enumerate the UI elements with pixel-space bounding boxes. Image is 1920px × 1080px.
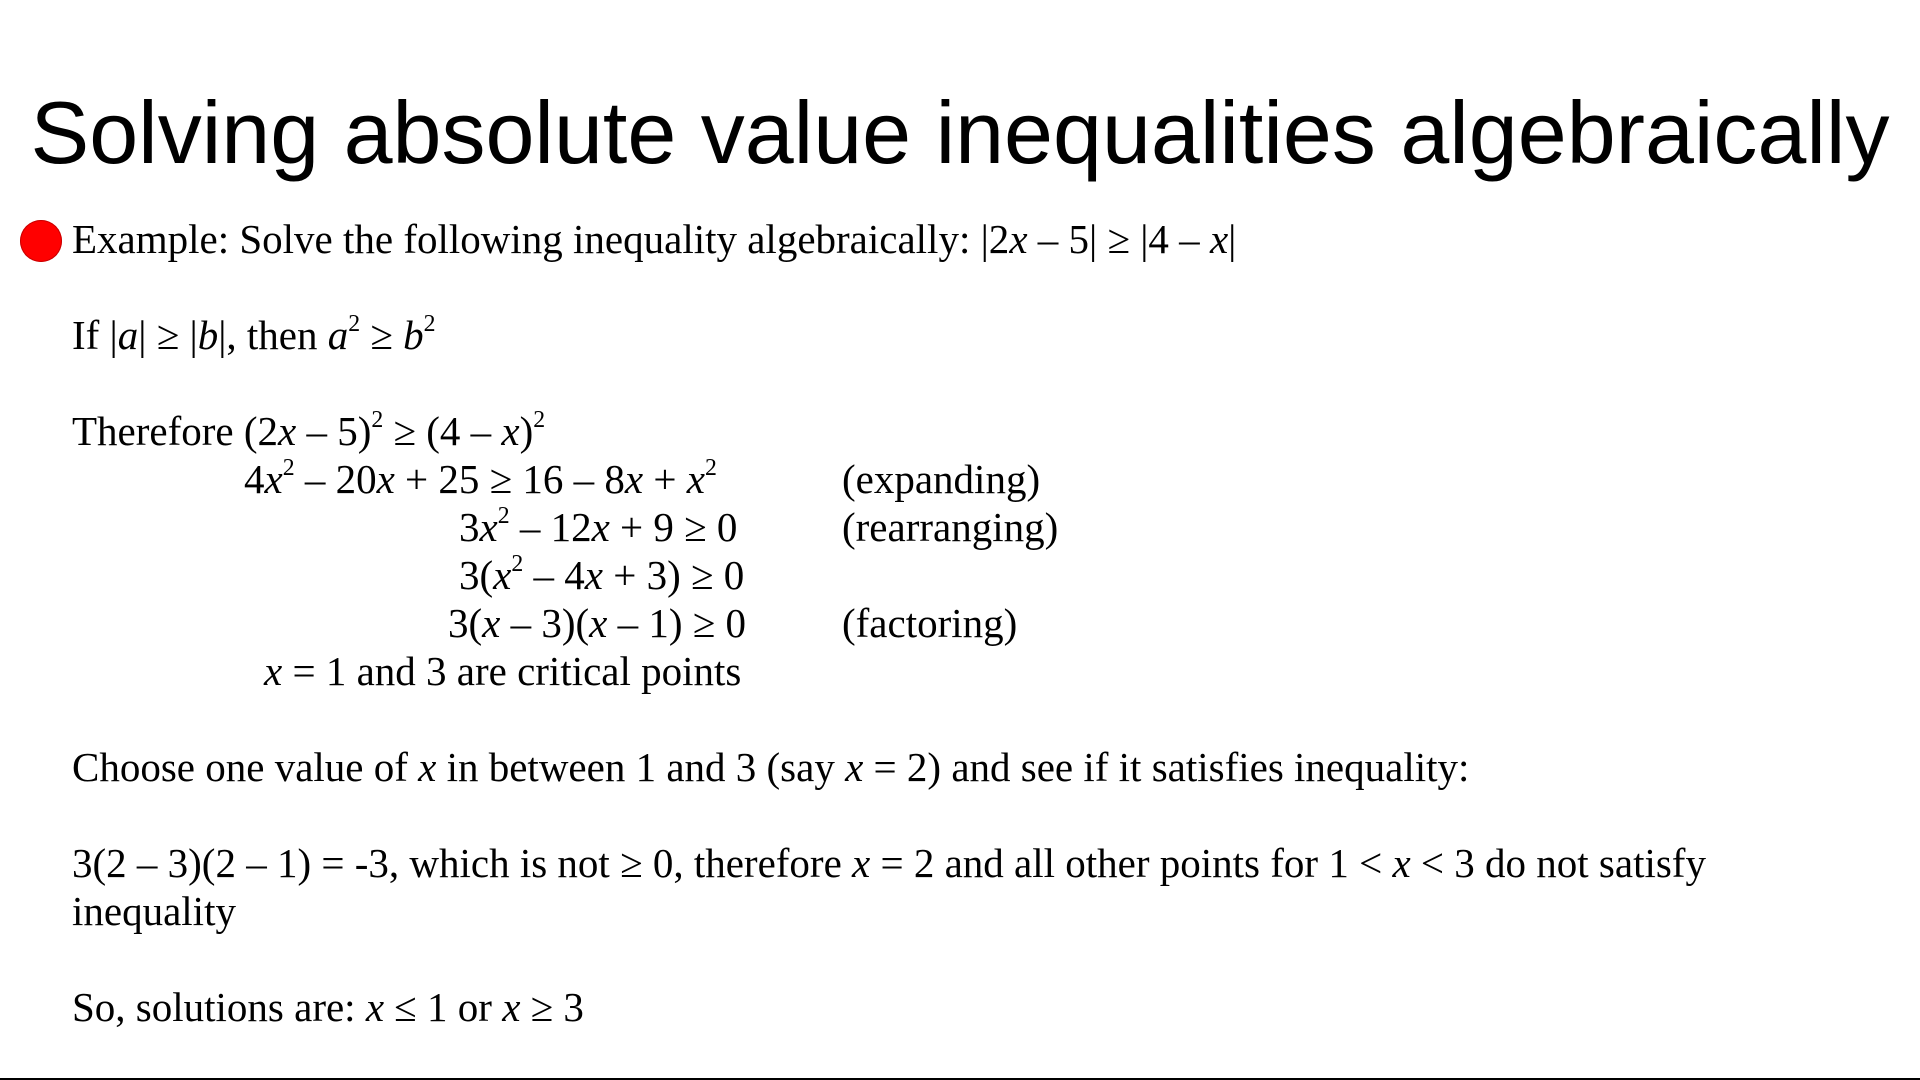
solution-var: x	[365, 984, 385, 1030]
step-rearranging	[459, 503, 737, 551]
note-factoring: (factoring)	[842, 600, 1018, 646]
step-text: +	[643, 456, 687, 502]
example-label: Example: Solve the following inequality algebraically:	[72, 216, 981, 262]
step-var: x	[591, 504, 610, 550]
rule-exponent: 2	[348, 311, 361, 338]
step-factor-out	[459, 551, 744, 599]
solution-text: ≤ 1 or	[384, 984, 503, 1030]
choose-value-line	[72, 743, 1469, 791]
critical-points-line	[264, 647, 741, 695]
step-var: x	[264, 456, 283, 502]
example-expr-part: – 5| ≥ |4 –	[1027, 216, 1210, 262]
rule-text: |, then	[218, 312, 328, 358]
step-var: x	[376, 456, 395, 502]
rule-text: If |	[72, 312, 118, 358]
step-text: 3	[459, 504, 480, 550]
step-text: + 25 ≥ 16 – 8	[394, 456, 625, 502]
check-line-continued: inequality	[72, 888, 236, 934]
check-var: x	[852, 840, 871, 886]
check-text: 3(2 – 3)(2 – 1) = -3, which is not ≥ 0, therefore	[72, 840, 853, 886]
example-var: x	[1009, 216, 1028, 262]
choose-text: in between 1 and 3 (say	[436, 744, 846, 790]
step-var: x	[482, 600, 501, 646]
choose-var: x	[845, 744, 864, 790]
note-expanding: (expanding)	[842, 456, 1041, 502]
rule-text: | ≥ |	[138, 312, 198, 358]
example-expr-part: |2	[980, 216, 1010, 262]
check-var: x	[1392, 840, 1411, 886]
step-var: x	[584, 552, 603, 598]
choose-text: = 2) and see if it satisfies inequality:	[863, 744, 1470, 790]
step-text: + 3) ≥ 0	[602, 552, 745, 598]
rule-line	[72, 311, 436, 359]
solution-var: x	[502, 984, 521, 1030]
example-expr-part: |	[1228, 216, 1237, 262]
check-line	[72, 839, 1706, 887]
therefore-line	[72, 407, 545, 455]
choose-var: x	[418, 744, 437, 790]
therefore-text: ≥ (4 –	[383, 408, 502, 454]
step-var: x	[479, 504, 498, 550]
check-text: < 3 do not satisfy	[1410, 840, 1706, 886]
step-text: – 20	[294, 456, 377, 502]
therefore-text: )	[519, 408, 534, 454]
rule-var: a	[117, 312, 139, 358]
note-rearranging: (rearranging)	[842, 504, 1059, 550]
example-line	[72, 215, 1236, 263]
step-var: x	[589, 600, 608, 646]
step-text: – 12	[509, 504, 592, 550]
step-text: 4	[244, 456, 265, 502]
therefore-var: x	[501, 408, 520, 454]
solution-text: ≥ 3	[520, 984, 584, 1030]
example-var: x	[1209, 216, 1229, 262]
therefore-exponent: 2	[371, 407, 384, 434]
rule-var: a	[327, 312, 349, 358]
step-text: – 4	[523, 552, 585, 598]
step-text: – 3)(	[500, 600, 590, 646]
step-var: x	[686, 456, 705, 502]
step-exponent: 2	[704, 455, 717, 482]
therefore-text: Therefore (2	[72, 408, 279, 454]
step-exponent: 2	[497, 503, 510, 530]
step-factoring	[448, 599, 746, 647]
slide-title: Solving absolute value inequalities algebraically	[30, 83, 1890, 182]
rule-exponent: 2	[423, 311, 436, 338]
rule-var: b	[403, 312, 424, 358]
rule-text: ≥	[360, 312, 404, 358]
step-text: 3(	[459, 552, 494, 598]
critical-var: x	[264, 648, 283, 694]
solution-text: So, solutions are:	[72, 984, 366, 1030]
step-var: x	[624, 456, 644, 502]
step-text: 3(	[448, 600, 483, 646]
check-text: = 2 and all other points for 1 <	[870, 840, 1393, 886]
solution-line	[72, 983, 584, 1031]
step-expanding	[244, 455, 717, 503]
step-exponent: 2	[282, 455, 295, 482]
critical-text: = 1 and 3 are critical points	[282, 648, 742, 694]
step-text: – 1) ≥ 0	[607, 600, 747, 646]
therefore-text: – 5)	[296, 408, 372, 454]
therefore-var: x	[278, 408, 297, 454]
bullet-icon	[20, 220, 62, 262]
therefore-exponent: 2	[533, 407, 546, 434]
step-exponent: 2	[511, 551, 524, 578]
step-text: + 9 ≥ 0	[609, 504, 738, 550]
step-var: x	[493, 552, 512, 598]
choose-text: Choose one value of	[72, 744, 419, 790]
rule-var: b	[197, 312, 219, 358]
